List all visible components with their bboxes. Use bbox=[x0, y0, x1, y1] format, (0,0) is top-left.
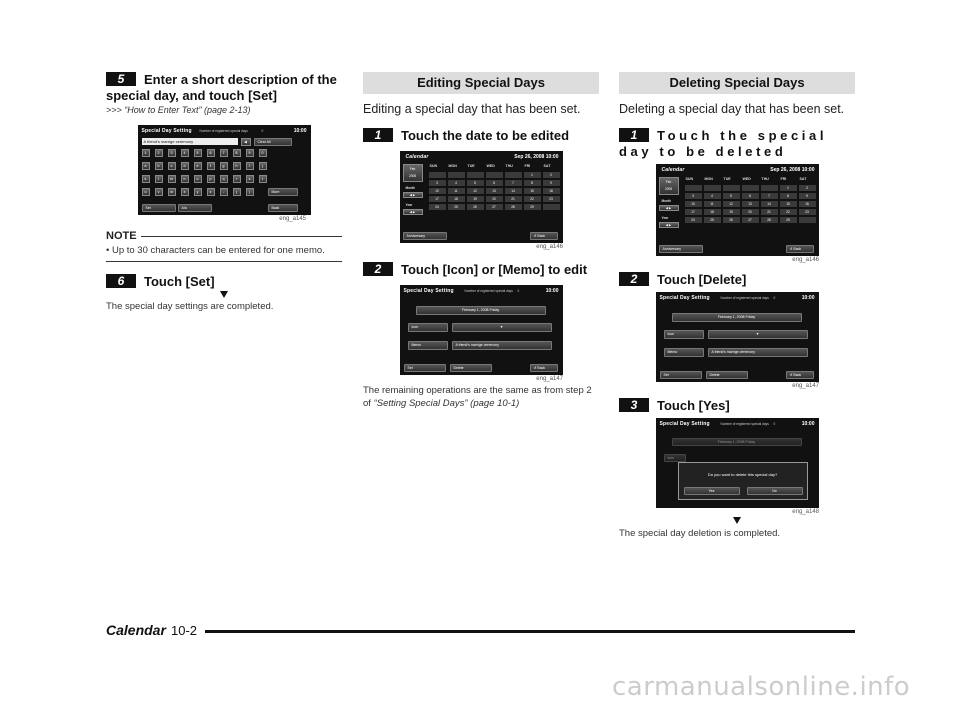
section-heading-editing: Editing Special Days bbox=[363, 72, 599, 94]
memo-field[interactable]: A friend's marrige ceremony bbox=[142, 138, 238, 145]
calendar-cell[interactable]: 5 bbox=[723, 193, 740, 199]
calendar-cell[interactable]: 14 bbox=[505, 188, 522, 194]
back-button[interactable]: Back bbox=[268, 204, 298, 212]
screen-confirm: Special Day Setting Number of registered special days 0 10:00 February 1, 2008 Friday Icon Do you want to delete this special day? Yes No bbox=[656, 418, 819, 508]
key[interactable]: l bbox=[155, 175, 163, 183]
confirm-message: Do you want to delete this special day? bbox=[707, 472, 778, 477]
calendar-cell[interactable] bbox=[486, 172, 503, 178]
screen-calendar: Calendar Sep 26, 2008 10:00 Feb 2008 Month ◀ ▶ Year ◀ ▶ SUN MON TUE WED THU FRI SAT 1 2 3 4 5 6 7 8 9 10 11 12 13 14 15 16 17 18 19 20 21 22 23 24 25 26 27 28 29 Anniversary ↺ Back bbox=[656, 164, 819, 256]
calendar-cell[interactable]: 24 bbox=[685, 217, 702, 223]
calendar-cell[interactable]: 12 bbox=[467, 188, 484, 194]
icon-value: ♥ bbox=[708, 330, 808, 339]
key[interactable]: c bbox=[168, 162, 176, 170]
calendar-cell[interactable]: 28 bbox=[761, 217, 778, 223]
key[interactable]: r bbox=[233, 175, 241, 183]
key[interactable]: ( bbox=[233, 188, 241, 196]
key[interactable]: e bbox=[194, 162, 202, 170]
memo-button[interactable]: Memo bbox=[664, 348, 704, 357]
clear-all-button[interactable]: Clear All bbox=[254, 138, 292, 146]
calendar-cell[interactable] bbox=[685, 185, 702, 191]
calendar-cell[interactable]: 23 bbox=[799, 209, 816, 215]
delete-button[interactable]: Delete bbox=[450, 364, 492, 372]
calendar-title: Calendar bbox=[661, 167, 685, 173]
calendar-cell[interactable]: 19 bbox=[723, 209, 740, 215]
backspace-key[interactable]: ◀ bbox=[241, 138, 251, 146]
calendar-cell[interactable]: 22 bbox=[524, 196, 541, 202]
key[interactable]: p bbox=[207, 175, 215, 183]
calendar-cell[interactable]: 16 bbox=[799, 201, 816, 207]
section-heading-deleting: Deleting Special Days bbox=[619, 72, 855, 94]
calendar-cell[interactable]: 12 bbox=[723, 201, 740, 207]
key[interactable]: j bbox=[259, 162, 267, 170]
calendar-cell[interactable] bbox=[799, 217, 816, 223]
day-header: TUE bbox=[467, 164, 475, 168]
calendar-cell[interactable]: 29 bbox=[524, 204, 541, 210]
calendar-cell[interactable]: 1 bbox=[524, 172, 541, 178]
calendar-cell[interactable]: 2 bbox=[799, 185, 816, 191]
calendar-cell[interactable]: 5 bbox=[467, 180, 484, 186]
key[interactable]: f bbox=[207, 162, 215, 170]
case-toggle-button[interactable]: A/a bbox=[178, 204, 212, 212]
setting-days-link[interactable]: “Setting Special Days” (page 10-1) bbox=[373, 398, 520, 409]
key[interactable]: o bbox=[194, 175, 202, 183]
key[interactable]: i bbox=[246, 162, 254, 170]
calendar-cell[interactable]: 11 bbox=[448, 188, 465, 194]
calendar-cell[interactable] bbox=[742, 185, 759, 191]
calendar-cell[interactable]: 14 bbox=[761, 201, 778, 207]
calendar-cell[interactable] bbox=[543, 204, 560, 210]
calendar-cell[interactable]: 1 bbox=[780, 185, 797, 191]
key[interactable]: h bbox=[233, 162, 241, 170]
calendar-cell[interactable]: 26 bbox=[723, 217, 740, 223]
key[interactable]: z bbox=[207, 188, 215, 196]
calendar-cell[interactable]: 8 bbox=[780, 193, 797, 199]
icon-value: ♥ bbox=[452, 323, 552, 332]
calendar-cell[interactable]: 20 bbox=[742, 209, 759, 215]
caption: eng_a147 bbox=[536, 376, 563, 382]
section-lead: Deleting a special day that has been set. bbox=[619, 102, 845, 116]
key[interactable]: t bbox=[259, 175, 267, 183]
caption: eng_a146 bbox=[792, 257, 819, 263]
day-header: WED bbox=[486, 164, 495, 168]
note-bullet: • Up to 30 characters can be entered for one memo. bbox=[106, 245, 325, 256]
key[interactable]: a bbox=[142, 162, 150, 170]
arrow-down-icon bbox=[220, 291, 228, 298]
key[interactable]: 6 bbox=[207, 149, 215, 157]
key[interactable]: w bbox=[168, 188, 176, 196]
calendar-cell[interactable]: 23 bbox=[543, 196, 560, 202]
key[interactable]: m bbox=[168, 175, 176, 183]
key[interactable]: - bbox=[220, 188, 228, 196]
calendar-cell[interactable] bbox=[448, 172, 465, 178]
step-6-result: The special day settings are completed. bbox=[106, 301, 274, 312]
footer-title: Calendar bbox=[106, 622, 166, 638]
month-arrows[interactable]: ◀ ▶ bbox=[403, 192, 423, 198]
day-header: FRI bbox=[780, 177, 787, 181]
day-header: FRI bbox=[524, 164, 531, 168]
calendar-cell[interactable]: 16 bbox=[543, 188, 560, 194]
step-1-heading: 1 Touch the special day to be deleted bbox=[619, 128, 828, 159]
key[interactable]: b bbox=[155, 162, 163, 170]
key[interactable]: 5 bbox=[194, 149, 202, 157]
date-display: February 1, 2008 Friday bbox=[416, 306, 546, 315]
screen-edit: Special Day Setting Number of registered special days 0 10:00 February 1, 2008 Friday Icon ♥ Memo A friend's marrige ceremony Set Delete ↺ Back bbox=[656, 292, 819, 382]
set-button[interactable]: Set bbox=[404, 364, 446, 372]
calendar-cell[interactable]: 18 bbox=[448, 196, 465, 202]
day-header: TUE bbox=[723, 177, 731, 181]
key[interactable]: 0 bbox=[259, 149, 267, 157]
calendar-cell[interactable]: 2 bbox=[543, 172, 560, 178]
calendar-cell[interactable]: 27 bbox=[742, 217, 759, 223]
key[interactable]: n bbox=[181, 175, 189, 183]
date-display: February 1, 2008 Friday bbox=[672, 313, 802, 322]
more-button[interactable]: More bbox=[268, 188, 298, 196]
screen-calendar: Calendar Sep 26, 2008 10:00 Feb 2008 Month ◀ ▶ Year ◀ ▶ SUN MON TUE WED THU FRI SAT 1 2 3 4 5 6 7 8 9 10 11 12 13 14 15 16 17 18 19 20 21 22 23 24 25 26 27 28 29 Anniversary ↺ Back bbox=[400, 151, 563, 243]
calendar-cell[interactable]: 10 bbox=[685, 201, 702, 207]
calendar-cell[interactable]: 15 bbox=[524, 188, 541, 194]
calendar-cell[interactable] bbox=[723, 185, 740, 191]
step-3-heading: 3 Touch [Yes] bbox=[619, 398, 855, 414]
confirm-dialog bbox=[678, 462, 808, 500]
key[interactable]: ) bbox=[246, 188, 254, 196]
calendar-cell[interactable] bbox=[429, 172, 446, 178]
memo-value: A friend's marrige ceremony bbox=[708, 348, 808, 357]
icon-button[interactable]: Icon bbox=[408, 323, 448, 332]
calendar-cell[interactable]: 13 bbox=[486, 188, 503, 194]
caption: eng_a145 bbox=[279, 216, 306, 222]
note-heading: NOTE bbox=[106, 230, 342, 242]
day-header: SAT bbox=[799, 177, 807, 181]
key[interactable]: g bbox=[220, 162, 228, 170]
key[interactable]: 9 bbox=[246, 149, 254, 157]
calendar-date: Sep 26, 2008 10:00 bbox=[514, 154, 559, 160]
memo-value: A friend's marrige ceremony bbox=[452, 341, 552, 350]
calendar-cell[interactable] bbox=[467, 172, 484, 178]
calendar-cell[interactable]: 4 bbox=[704, 193, 721, 199]
no-button[interactable]: No bbox=[747, 487, 803, 495]
arrow-down-icon bbox=[733, 517, 741, 524]
calendar-cell[interactable]: 29 bbox=[780, 217, 797, 223]
calendar-cell[interactable]: 24 bbox=[429, 204, 446, 210]
year-arrows[interactable]: ◀ ▶ bbox=[659, 222, 679, 228]
result-text: The special day deletion is completed. bbox=[619, 528, 781, 539]
month-arrows[interactable]: ◀ ▶ bbox=[659, 205, 679, 211]
key[interactable]: 2 bbox=[155, 149, 163, 157]
calendar-cell[interactable]: 6 bbox=[486, 180, 503, 186]
step-1-heading: 1 Touch the date to be edited bbox=[363, 128, 599, 144]
day-header: MON bbox=[448, 164, 457, 168]
calendar-cell[interactable]: 7 bbox=[505, 180, 522, 186]
calendar-cell[interactable] bbox=[761, 185, 778, 191]
column-right bbox=[619, 72, 855, 540]
footer-rule bbox=[205, 630, 855, 633]
step-5-heading: 5 Enter a short description of the special day, and touch [Set] bbox=[106, 72, 337, 103]
year-arrows[interactable]: ◀ ▶ bbox=[403, 209, 423, 215]
calendar-cell[interactable]: 21 bbox=[761, 209, 778, 215]
column-middle bbox=[363, 72, 599, 410]
key[interactable]: 3 bbox=[168, 149, 176, 157]
calendar-cell[interactable] bbox=[704, 185, 721, 191]
calendar-cell[interactable]: 22 bbox=[780, 209, 797, 215]
key[interactable]: q bbox=[220, 175, 228, 183]
screen-keyboard: Special Day Setting Number of registered special days 0 10:00 A friend's marrige ceremony ◀ Clear All 1 2 3 4 5 6 7 8 9 0 a b c d e f g h i j k l m n o p q r s t u v w x y z - ( ) More Set A/a Back bbox=[138, 125, 311, 215]
calendar-cell[interactable]: 26 bbox=[467, 204, 484, 210]
calendar-cell[interactable]: 11 bbox=[704, 201, 721, 207]
calendar-cell[interactable]: 3 bbox=[685, 193, 702, 199]
note-box bbox=[106, 230, 342, 262]
month-year-display: Feb 2008 bbox=[659, 177, 679, 195]
key[interactable]: d bbox=[181, 162, 189, 170]
set-button[interactable]: Set bbox=[142, 204, 176, 212]
calendar-title: Calendar bbox=[405, 154, 429, 160]
caption: eng_a147 bbox=[792, 383, 819, 389]
caption: eng_a148 bbox=[792, 509, 819, 515]
watermark: carmanualsonline.info bbox=[612, 672, 911, 702]
calendar-cell[interactable]: 19 bbox=[467, 196, 484, 202]
section-lead: Editing a special day that has been set. bbox=[363, 102, 581, 116]
yes-button[interactable]: Yes bbox=[684, 487, 740, 495]
anniversary-button[interactable]: Anniversary bbox=[659, 245, 703, 253]
calendar-cell[interactable]: 20 bbox=[486, 196, 503, 202]
calendar-cell[interactable]: 10 bbox=[429, 188, 446, 194]
calendar-cell[interactable]: 3 bbox=[429, 180, 446, 186]
day-header: SUN bbox=[685, 177, 694, 181]
calendar-cell[interactable]: 13 bbox=[742, 201, 759, 207]
caption: eng_a146 bbox=[536, 244, 563, 250]
calendar-cell[interactable]: 25 bbox=[448, 204, 465, 210]
day-header: WED bbox=[742, 177, 751, 181]
back-button[interactable]: ↺ Back bbox=[786, 371, 814, 379]
key[interactable]: u bbox=[142, 188, 150, 196]
key[interactable]: k bbox=[142, 175, 150, 183]
day-header: THU bbox=[761, 177, 769, 181]
day-header: THU bbox=[505, 164, 513, 168]
memo-button[interactable]: Memo bbox=[408, 341, 448, 350]
calendar-date: Sep 26, 2008 10:00 bbox=[770, 167, 815, 173]
day-header: SUN bbox=[429, 164, 438, 168]
month-year-display: Feb 2008 bbox=[403, 164, 423, 182]
key[interactable]: 8 bbox=[233, 149, 241, 157]
calendar-cell[interactable]: 27 bbox=[486, 204, 503, 210]
footer-page-number: 10-2 bbox=[171, 623, 198, 638]
back-button[interactable]: ↺ Back bbox=[530, 364, 558, 372]
key[interactable]: v bbox=[155, 188, 163, 196]
calendar-cell[interactable]: 7 bbox=[761, 193, 778, 199]
calendar-cell[interactable]: 17 bbox=[685, 209, 702, 215]
calendar-cell[interactable]: 9 bbox=[799, 193, 816, 199]
column-left bbox=[106, 72, 342, 313]
key[interactable]: 7 bbox=[220, 149, 228, 157]
calendar-cell[interactable]: 6 bbox=[742, 193, 759, 199]
set-button[interactable]: Set bbox=[660, 371, 702, 379]
calendar-cell[interactable]: 8 bbox=[524, 180, 541, 186]
key[interactable]: s bbox=[246, 175, 254, 183]
key[interactable]: 1 bbox=[142, 149, 150, 157]
icon-button[interactable]: Icon bbox=[664, 330, 704, 339]
calendar-cell[interactable]: 17 bbox=[429, 196, 446, 202]
remaining-text: The remaining operations are the same as from step 2 of “Setting Special Days” (page 10-1) bbox=[363, 385, 592, 409]
key[interactable]: 4 bbox=[181, 149, 189, 157]
calendar-cell[interactable]: 18 bbox=[704, 209, 721, 215]
step-2-heading: 2 Touch [Icon] or [Memo] to edit bbox=[363, 262, 599, 278]
step-2-heading: 2 Touch [Delete] bbox=[619, 272, 855, 288]
key[interactable]: x bbox=[181, 188, 189, 196]
back-button[interactable]: ↺ Back bbox=[530, 232, 558, 240]
step-5-link[interactable]: >>> “How to Enter Text” (page 2-13) bbox=[106, 105, 251, 115]
anniversary-button[interactable]: Anniversary bbox=[403, 232, 447, 240]
day-header: MON bbox=[704, 177, 713, 181]
calendar-cell[interactable]: 28 bbox=[505, 204, 522, 210]
calendar-cell[interactable]: 4 bbox=[448, 180, 465, 186]
calendar-cell[interactable]: 25 bbox=[704, 217, 721, 223]
calendar-cell[interactable]: 21 bbox=[505, 196, 522, 202]
calendar-cell[interactable]: 15 bbox=[780, 201, 797, 207]
key[interactable]: y bbox=[194, 188, 202, 196]
step-6-heading: 6 Touch [Set] bbox=[106, 274, 342, 290]
screen-edit: Special Day Setting Number of registered special days 0 10:00 February 1, 2008 Friday Icon ♥ Memo A friend's marrige ceremony Set Delete ↺ Back bbox=[400, 285, 563, 375]
delete-button[interactable]: Delete bbox=[706, 371, 748, 379]
calendar-cell[interactable]: 9 bbox=[543, 180, 560, 186]
day-header: SAT bbox=[543, 164, 551, 168]
back-button[interactable]: ↺ Back bbox=[786, 245, 814, 253]
calendar-cell[interactable] bbox=[505, 172, 522, 178]
